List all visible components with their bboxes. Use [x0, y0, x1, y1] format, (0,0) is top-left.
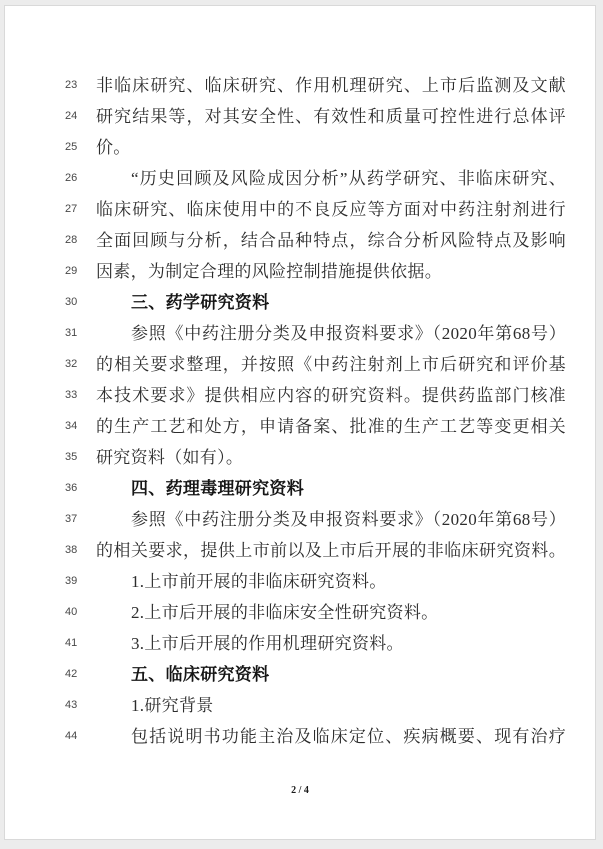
document-line [5, 225, 595, 256]
line-number: 41 [65, 637, 78, 649]
line-text: 3.上市后开展的作用机理研究资料。 [131, 634, 404, 653]
document-line [5, 132, 595, 163]
line-number: 28 [65, 234, 78, 246]
line-number: 24 [65, 110, 78, 122]
line-text: 的相关要求整理，并按照《中药注射剂上市后研究和评价基 [96, 355, 566, 374]
line-number: 35 [65, 451, 78, 463]
line-number: 43 [65, 699, 78, 711]
line-number: 25 [65, 141, 78, 153]
line-text: 临床研究、临床使用中的不良反应等方面对中药注射剂进行 [96, 200, 566, 219]
document-line [5, 411, 595, 442]
line-number: 30 [65, 296, 78, 308]
document-line [5, 597, 595, 628]
line-number: 38 [65, 544, 78, 556]
document-line [5, 442, 595, 473]
line-text: 的生产工艺和处方，申请备案、批准的生产工艺等变更相关 [96, 417, 566, 436]
line-number: 29 [65, 265, 78, 277]
line-text: 研究结果等，对其安全性、有效性和质量可控性进行总体评 [96, 107, 566, 126]
line-text: 本技术要求》提供相应内容的研究资料。提供药监部门核准 [96, 386, 566, 405]
line-text: 1.上市前开展的非临床研究资料。 [131, 572, 387, 591]
document-line [5, 690, 595, 721]
line-number: 33 [65, 389, 78, 401]
document-line [5, 659, 595, 690]
line-text: 五、临床研究资料 [131, 665, 270, 684]
line-text: 2.上市后开展的非临床安全性研究资料。 [131, 603, 439, 622]
line-text: 四、药理毒理研究资料 [131, 479, 304, 498]
document-line [5, 194, 595, 225]
line-text: 三、药学研究资料 [131, 293, 270, 312]
document-line [5, 721, 595, 752]
document-line [5, 473, 595, 504]
document-line [5, 70, 595, 101]
line-text: 参照《中药注册分类及申报资料要求》（2020年第68号） [131, 324, 566, 343]
document-line [5, 566, 595, 597]
document-line [5, 256, 595, 287]
document-line [5, 163, 595, 194]
line-number: 37 [65, 513, 78, 525]
line-number: 34 [65, 420, 78, 432]
line-number: 27 [65, 203, 78, 215]
line-number: 36 [65, 482, 78, 494]
line-container [5, 70, 595, 752]
document-line [5, 349, 595, 380]
document-page[interactable] [4, 5, 596, 840]
line-text: 非临床研究、临床研究、作用机理研究、上市后监测及文献 [96, 76, 566, 95]
line-text: 的相关要求，提供上市前以及上市后开展的非临床研究资料。 [96, 541, 566, 560]
line-text: 参照《中药注册分类及申报资料要求》（2020年第68号） [131, 510, 566, 529]
document-line [5, 101, 595, 132]
line-text: 因素，为制定合理的风险控制措施提供依据。 [96, 262, 442, 281]
line-number: 23 [65, 79, 78, 91]
line-number: 44 [65, 730, 78, 742]
line-text: 包括说明书功能主治及临床定位、疾病概要、现有治疗 [131, 727, 566, 746]
document-line [5, 287, 595, 318]
line-text: 全面回顾与分析，结合品种特点，综合分析风险特点及影响 [96, 231, 566, 250]
document-line [5, 380, 595, 411]
line-text: 1.研究背景 [131, 696, 214, 715]
page-number-footer: 2 / 4 [291, 785, 309, 796]
document-line [5, 535, 595, 566]
line-number: 39 [65, 575, 78, 587]
line-text: “历史回顾及风险成因分析”从药学研究、非临床研究、 [131, 169, 566, 188]
line-number: 31 [65, 327, 78, 339]
line-number: 32 [65, 358, 78, 370]
line-number: 26 [65, 172, 78, 184]
document-line [5, 318, 595, 349]
document-line [5, 504, 595, 535]
line-text: 研究资料（如有）。 [96, 448, 244, 467]
line-number: 40 [65, 606, 78, 618]
line-number: 42 [65, 668, 78, 680]
document-line [5, 628, 595, 659]
line-text: 价。 [96, 138, 131, 157]
